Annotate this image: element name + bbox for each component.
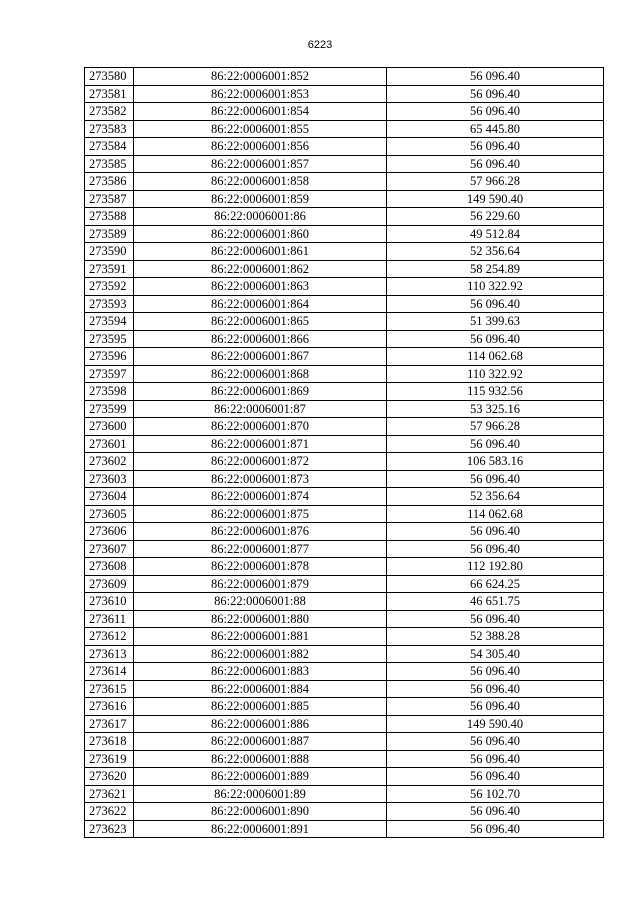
cadastral-number-cell: 86:22:0006001:858 (134, 173, 387, 191)
row-number-cell: 273612 (85, 628, 134, 646)
row-number-cell: 273619 (85, 750, 134, 768)
value-cell: 56 229.60 (387, 208, 604, 226)
cadastral-number-cell: 86:22:0006001:874 (134, 488, 387, 506)
row-number-cell: 273613 (85, 645, 134, 663)
cadastral-number-cell: 86:22:0006001:878 (134, 558, 387, 576)
value-cell: 56 096.40 (387, 733, 604, 751)
value-cell: 56 096.40 (387, 768, 604, 786)
value-cell: 52 388.28 (387, 628, 604, 646)
row-number-cell: 273589 (85, 225, 134, 243)
table-row (85, 593, 604, 611)
table-row (85, 103, 604, 121)
cadastral-number-cell: 86:22:0006001:861 (134, 243, 387, 261)
table-row (85, 400, 604, 418)
table-row (85, 138, 604, 156)
table-row (85, 488, 604, 506)
table-row (85, 348, 604, 366)
cadastral-number-cell: 86:22:0006001:868 (134, 365, 387, 383)
table-body (85, 68, 604, 838)
row-number-cell: 273588 (85, 208, 134, 226)
table-row (85, 680, 604, 698)
cadastral-number-cell: 86:22:0006001:875 (134, 505, 387, 523)
cadastral-number-cell: 86:22:0006001:857 (134, 155, 387, 173)
value-cell: 65 445.80 (387, 120, 604, 138)
value-cell: 110 322.92 (387, 365, 604, 383)
cadastral-number-cell: 86:22:0006001:882 (134, 645, 387, 663)
value-cell: 149 590.40 (387, 190, 604, 208)
cadastral-number-cell: 86:22:0006001:862 (134, 260, 387, 278)
row-number-cell: 273596 (85, 348, 134, 366)
row-number-cell: 273607 (85, 540, 134, 558)
cadastral-number-cell: 86:22:0006001:880 (134, 610, 387, 628)
table-row (85, 470, 604, 488)
value-cell: 110 322.92 (387, 278, 604, 296)
row-number-cell: 273604 (85, 488, 134, 506)
cadastral-number-cell: 86:22:0006001:889 (134, 768, 387, 786)
row-number-cell: 273618 (85, 733, 134, 751)
table-row (85, 453, 604, 471)
value-cell: 56 096.40 (387, 610, 604, 628)
table-row (85, 120, 604, 138)
row-number-cell: 273597 (85, 365, 134, 383)
cadastral-number-cell: 86:22:0006001:866 (134, 330, 387, 348)
row-number-cell: 273609 (85, 575, 134, 593)
row-number-cell: 273620 (85, 768, 134, 786)
value-cell: 49 512.84 (387, 225, 604, 243)
table-row (85, 768, 604, 786)
row-number-cell: 273582 (85, 103, 134, 121)
row-number-cell: 273592 (85, 278, 134, 296)
value-cell: 51 399.63 (387, 313, 604, 331)
row-number-cell: 273621 (85, 785, 134, 803)
table-row (85, 330, 604, 348)
row-number-cell: 273614 (85, 663, 134, 681)
value-cell: 114 062.68 (387, 505, 604, 523)
table-row (85, 803, 604, 821)
value-cell: 112 192.80 (387, 558, 604, 576)
cadastral-number-cell: 86:22:0006001:876 (134, 523, 387, 541)
table-row (85, 295, 604, 313)
cadastral-number-cell: 86:22:0006001:879 (134, 575, 387, 593)
table-row (85, 190, 604, 208)
table-row (85, 785, 604, 803)
table-row (85, 68, 604, 86)
cadastral-number-cell: 86:22:0006001:89 (134, 785, 387, 803)
cadastral-number-cell: 86:22:0006001:88 (134, 593, 387, 611)
value-cell: 52 356.64 (387, 243, 604, 261)
cadastral-number-cell: 86:22:0006001:87 (134, 400, 387, 418)
table-row (85, 558, 604, 576)
cadastral-number-cell: 86:22:0006001:877 (134, 540, 387, 558)
value-cell: 56 096.40 (387, 435, 604, 453)
row-number-cell: 273599 (85, 400, 134, 418)
cadastral-number-cell: 86:22:0006001:873 (134, 470, 387, 488)
table-row (85, 435, 604, 453)
value-cell: 56 096.40 (387, 820, 604, 838)
value-cell: 54 305.40 (387, 645, 604, 663)
row-number-cell: 273598 (85, 383, 134, 401)
table-row (85, 278, 604, 296)
value-cell: 56 096.40 (387, 330, 604, 348)
row-number-cell: 273595 (85, 330, 134, 348)
table-row (85, 505, 604, 523)
value-cell: 56 096.40 (387, 803, 604, 821)
value-cell: 56 096.40 (387, 680, 604, 698)
row-number-cell: 273583 (85, 120, 134, 138)
cadastral-number-cell: 86:22:0006001:871 (134, 435, 387, 453)
value-cell: 149 590.40 (387, 715, 604, 733)
cadastral-number-cell: 86:22:0006001:856 (134, 138, 387, 156)
table-row (85, 523, 604, 541)
row-number-cell: 273580 (85, 68, 134, 86)
table-row (85, 313, 604, 331)
table-row (85, 820, 604, 838)
row-number-cell: 273581 (85, 85, 134, 103)
value-cell: 57 966.28 (387, 173, 604, 191)
cadastral-number-cell: 86:22:0006001:886 (134, 715, 387, 733)
table-row (85, 540, 604, 558)
cadastral-number-cell: 86:22:0006001:883 (134, 663, 387, 681)
cadastral-number-cell: 86:22:0006001:891 (134, 820, 387, 838)
row-number-cell: 273585 (85, 155, 134, 173)
row-number-cell: 273587 (85, 190, 134, 208)
value-cell: 56 096.40 (387, 540, 604, 558)
value-cell: 57 966.28 (387, 418, 604, 436)
row-number-cell: 273586 (85, 173, 134, 191)
cadastral-value-table (84, 67, 604, 838)
row-number-cell: 273615 (85, 680, 134, 698)
table-row (85, 155, 604, 173)
cadastral-number-cell: 86:22:0006001:888 (134, 750, 387, 768)
table-row (85, 208, 604, 226)
value-cell: 56 096.40 (387, 103, 604, 121)
cadastral-number-cell: 86:22:0006001:885 (134, 698, 387, 716)
row-number-cell: 273601 (85, 435, 134, 453)
cadastral-number-cell: 86:22:0006001:853 (134, 85, 387, 103)
table-row (85, 243, 604, 261)
value-cell: 114 062.68 (387, 348, 604, 366)
row-number-cell: 273608 (85, 558, 134, 576)
row-number-cell: 273622 (85, 803, 134, 821)
cadastral-number-cell: 86:22:0006001:859 (134, 190, 387, 208)
table-row (85, 610, 604, 628)
row-number-cell: 273584 (85, 138, 134, 156)
value-cell: 56 096.40 (387, 155, 604, 173)
row-number-cell: 273594 (85, 313, 134, 331)
value-cell: 106 583.16 (387, 453, 604, 471)
value-cell: 52 356.64 (387, 488, 604, 506)
page-number: 6223 (307, 39, 333, 51)
cadastral-number-cell: 86:22:0006001:860 (134, 225, 387, 243)
cadastral-number-cell: 86:22:0006001:887 (134, 733, 387, 751)
row-number-cell: 273591 (85, 260, 134, 278)
cadastral-number-cell: 86:22:0006001:870 (134, 418, 387, 436)
row-number-cell: 273590 (85, 243, 134, 261)
row-number-cell: 273610 (85, 593, 134, 611)
table-row (85, 365, 604, 383)
table-row (85, 750, 604, 768)
row-number-cell: 273602 (85, 453, 134, 471)
table-row (85, 575, 604, 593)
row-number-cell: 273605 (85, 505, 134, 523)
value-cell: 115 932.56 (387, 383, 604, 401)
cadastral-number-cell: 86:22:0006001:854 (134, 103, 387, 121)
table-row (85, 628, 604, 646)
cadastral-number-cell: 86:22:0006001:855 (134, 120, 387, 138)
cadastral-number-cell: 86:22:0006001:884 (134, 680, 387, 698)
value-cell: 53 325.16 (387, 400, 604, 418)
value-cell: 56 096.40 (387, 138, 604, 156)
cadastral-number-cell: 86:22:0006001:86 (134, 208, 387, 226)
row-number-cell: 273606 (85, 523, 134, 541)
value-cell: 46 651.75 (387, 593, 604, 611)
value-cell: 56 096.40 (387, 663, 604, 681)
cadastral-number-cell: 86:22:0006001:863 (134, 278, 387, 296)
table-row (85, 698, 604, 716)
table-row (85, 225, 604, 243)
cadastral-number-cell: 86:22:0006001:867 (134, 348, 387, 366)
table-row (85, 260, 604, 278)
cadastral-number-cell: 86:22:0006001:869 (134, 383, 387, 401)
row-number-cell: 273611 (85, 610, 134, 628)
value-cell: 56 096.40 (387, 698, 604, 716)
table-row (85, 85, 604, 103)
value-cell: 56 096.40 (387, 750, 604, 768)
cadastral-number-cell: 86:22:0006001:881 (134, 628, 387, 646)
row-number-cell: 273616 (85, 698, 134, 716)
value-cell: 56 096.40 (387, 85, 604, 103)
table-row (85, 383, 604, 401)
row-number-cell: 273593 (85, 295, 134, 313)
table-row (85, 645, 604, 663)
cadastral-number-cell: 86:22:0006001:865 (134, 313, 387, 331)
row-number-cell: 273600 (85, 418, 134, 436)
table-row (85, 173, 604, 191)
value-cell: 56 096.40 (387, 523, 604, 541)
value-cell: 56 096.40 (387, 68, 604, 86)
row-number-cell: 273623 (85, 820, 134, 838)
table-row (85, 715, 604, 733)
row-number-cell: 273617 (85, 715, 134, 733)
value-cell: 56 102.70 (387, 785, 604, 803)
table-row (85, 733, 604, 751)
cadastral-number-cell: 86:22:0006001:852 (134, 68, 387, 86)
cadastral-number-cell: 86:22:0006001:890 (134, 803, 387, 821)
value-cell: 56 096.40 (387, 470, 604, 488)
value-cell: 66 624.25 (387, 575, 604, 593)
value-cell: 56 096.40 (387, 295, 604, 313)
cadastral-number-cell: 86:22:0006001:864 (134, 295, 387, 313)
row-number-cell: 273603 (85, 470, 134, 488)
table-row (85, 663, 604, 681)
value-cell: 58 254.89 (387, 260, 604, 278)
cadastral-number-cell: 86:22:0006001:872 (134, 453, 387, 471)
table-row (85, 418, 604, 436)
